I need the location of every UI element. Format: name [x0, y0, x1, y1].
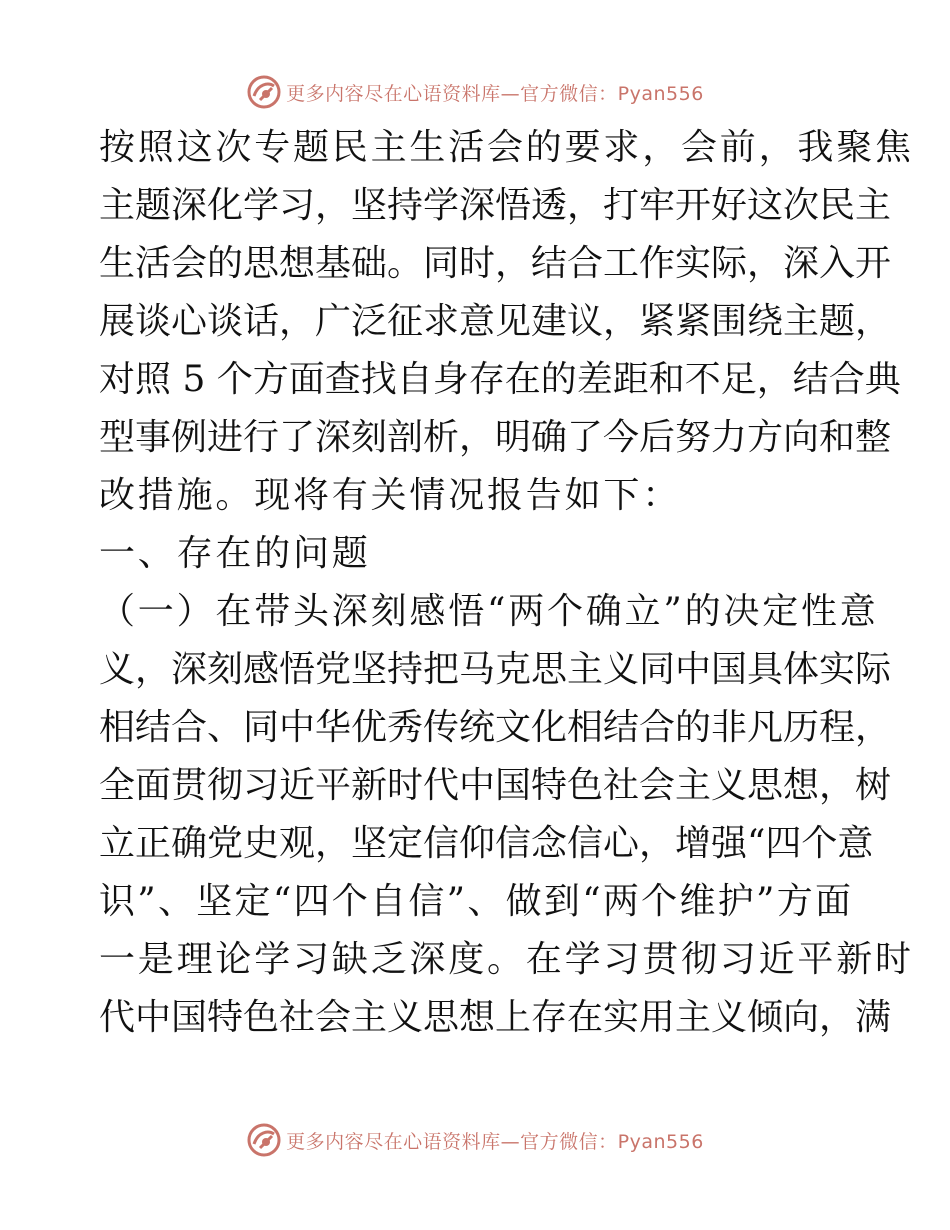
document-body: [99, 126, 914, 1054]
watermark-footer: [0, 1120, 950, 1160]
paragraph-line: 展谈心谈话，广泛征求意见建议，紧紧围绕主题，: [99, 301, 892, 342]
logo-icon: [246, 1122, 282, 1158]
logo-icon: [246, 74, 282, 110]
paragraph-line: 型事例进行了深刻剖析，明确了今后努力方向和整: [99, 417, 892, 458]
section-heading: 一、存在的问题: [99, 533, 371, 574]
subsection-line: 相结合、同中华优秀传统文化相结合的非凡历程，: [99, 707, 892, 748]
watermark-text: 更多内容尽在心语资料库—官方微信：Pyan556: [286, 82, 704, 105]
paragraph-line: 改措施。现将有关情况报告如下：: [99, 475, 682, 516]
subsection-line: （一）在带头深刻感悟“两个确立”的决定性意: [99, 591, 879, 632]
subsection-line: 义，深刻感悟党坚持把马克思主义同中国具体实际: [99, 649, 892, 690]
point-line: 一是理论学习缺乏深度。在学习贯彻习近平新时: [99, 939, 914, 980]
paragraph-line: 按照这次专题民主生活会的要求，会前，我聚焦: [99, 127, 914, 168]
point-line: 代中国特色社会主义思想上存在实用主义倾向，满: [99, 997, 892, 1038]
subsection-line: 全面贯彻习近平新时代中国特色社会主义思想，树: [99, 765, 892, 806]
subsection-line: 识”、坚定“四个自信”、做到“两个维护”方面: [99, 881, 851, 922]
subsection-line: 立正确党史观，坚定信仰信念信心，增强“四个意: [99, 823, 874, 864]
paragraph-line: 对照 5 个方面查找自身存在的差距和不足，结合典: [99, 359, 901, 400]
watermark-header: [0, 72, 950, 112]
watermark-text: 更多内容尽在心语资料库—官方微信：Pyan556: [286, 1130, 704, 1153]
paragraph-line: 主题深化学习，坚持学深悟透，打牢开好这次民主: [99, 185, 892, 226]
paragraph-line: 生活会的思想基础。同时，结合工作实际，深入开: [99, 243, 892, 284]
